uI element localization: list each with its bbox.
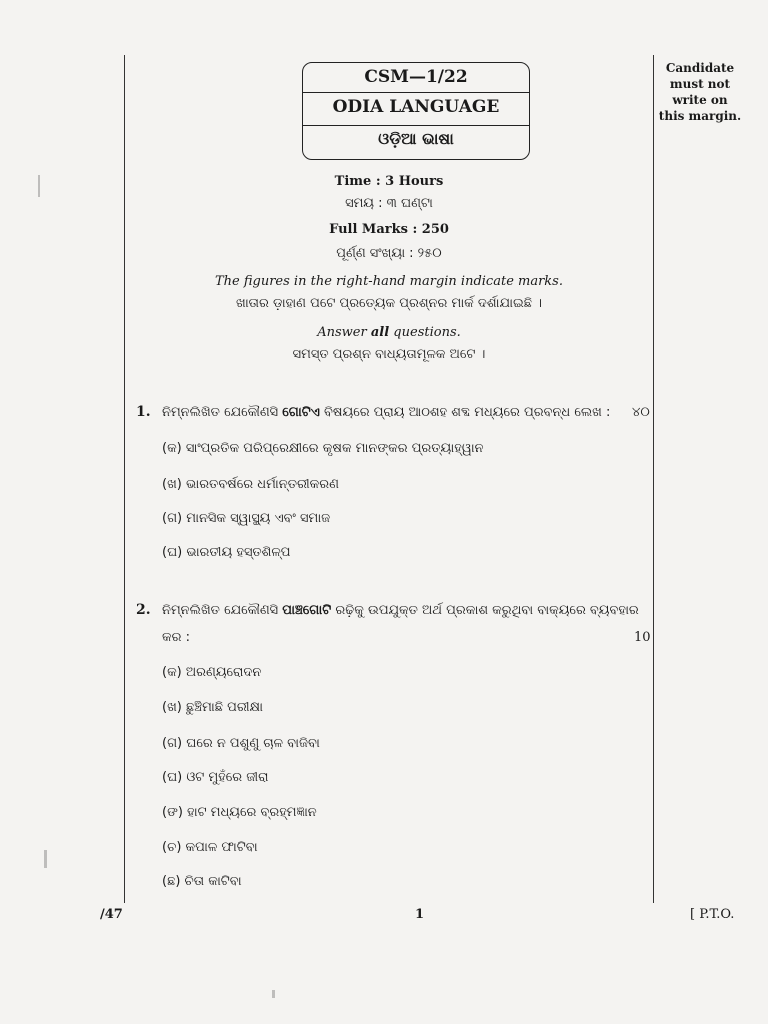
question-2-number: 2. [136,602,151,618]
pto-note: [ P.T.O. [690,907,735,922]
instruction-marks: The figures in the right-hand margin indicate marks. [214,274,563,289]
footer-code: /47 [100,907,123,922]
ink-mark [38,175,40,197]
full-marks-line: Full Marks : 250 [329,222,449,237]
question-2-option: (ଛ) ଚିତା କାଟିବା [162,874,242,889]
question-2-option: (ଗ) ଘରେ ନ ପଶୁଣୁ ଚାଳ ବାଜିବା [162,736,320,751]
question-1-option: (ଗ) ମାନସିକ ସ୍ୱାସ୍ଥ୍ୟ ଏବଂ ସମାଜ [162,511,331,526]
question-1-option: (ଘ) ଭାରତୀୟ ହସ୍ତଶିଳ୍ପ [162,545,291,560]
instruction-marks-odia: ଖାତାର ଡ଼ାହାଣ ପଟେ ପ୍ରତ୍ୟେକ ପ୍ରଶ୍ନର ମାର୍କ ଦର୍ଶାଯାଇଛି । [235,296,543,311]
time-line: Time : 3 Hours [334,174,444,189]
instruction-answer-all-odia: ସମସ୍ତ ପ୍ରଶ୍ନ ବାଧ୍ୟତାମୂଳକ ଅଟେ । [292,347,486,362]
question-1-text: ନିମ୍ନଲିଖିତ ଯେକୌଣସି ଗୋଟିଏ ବିଷୟରେ ପ୍ରାୟ ଆଠଶହ ଶବ୍ଦ ମଧ୍ୟରେ ପ୍ରବନ୍ଧ ଲେଖ : [162,405,611,420]
question-1-option: (ଖ) ଭାରତବର୍ଷରେ ଧର୍ମାନ୍ତରୀକରଣ [162,477,339,492]
question-2-option: (କ) ଅରଣ୍ୟରୋଦନ [162,665,262,680]
question-2-option: (ଘ) ଓଟ ମୁହଁରେ ଜୀରା [162,770,269,785]
time-line-odia: ସମୟ : ୩ ଘଣ୍ଟା [345,196,433,211]
candidate-margin-note: Candidate must not write on this margin. [658,61,742,123]
question-1-number: 1. [136,404,151,420]
subject-title: ODIA LANGUAGE [332,97,500,117]
title-box [302,62,530,160]
title-divider [303,125,529,126]
question-1-marks: ୪୦ [632,405,650,420]
ink-mark [44,850,47,868]
question-2-option: (ଙ) ହାଟ ମଧ୍ୟରେ ବ୍ରହ୍ମଜ୍ଞାନ [162,805,317,820]
paper-code: CSM—1/22 [364,67,468,87]
question-2-marks: 10 [634,630,651,645]
subject-title-odia: ଓଡ଼ିଆ ଭାଷା [378,129,454,148]
full-marks-line-odia: ପୂର୍ଣ୍ଣ ସଂଖ୍ୟା : ୨୫୦ [336,246,442,261]
question-2-option: (ଖ) ଛୁଞ୍ଚିମାଛି ପରୀକ୍ଷା [162,700,264,715]
question-2-text-line2: କର : [162,630,190,645]
title-divider [303,92,529,93]
question-1-option: (କ) ସାଂପ୍ରତିକ ପରିପ୍ରେକ୍ଷୀରେ କୃଷକ ମାନଙ୍କର ପ୍ରତ୍ୟାହ୍ୱାନ [162,441,484,456]
question-2-text: ନିମ୍ନଲିଖିତ ଯେକୌଣସି ପାଞ୍ଚଗୋଟି ରଢ଼ିକୁ ଉପଯୁକ୍ତ ଅର୍ଥ ପ୍ରକାଶ କରୁଥିବା ବାକ୍ୟରେ ବ୍ୟବହାର [162,603,639,618]
page-number: 1 [415,907,425,922]
question-2-option: (ଚ) କପାଳ ଫାଟିବା [162,840,258,855]
instruction-answer-all: Answer all questions. [317,325,461,340]
ink-mark [272,990,275,998]
